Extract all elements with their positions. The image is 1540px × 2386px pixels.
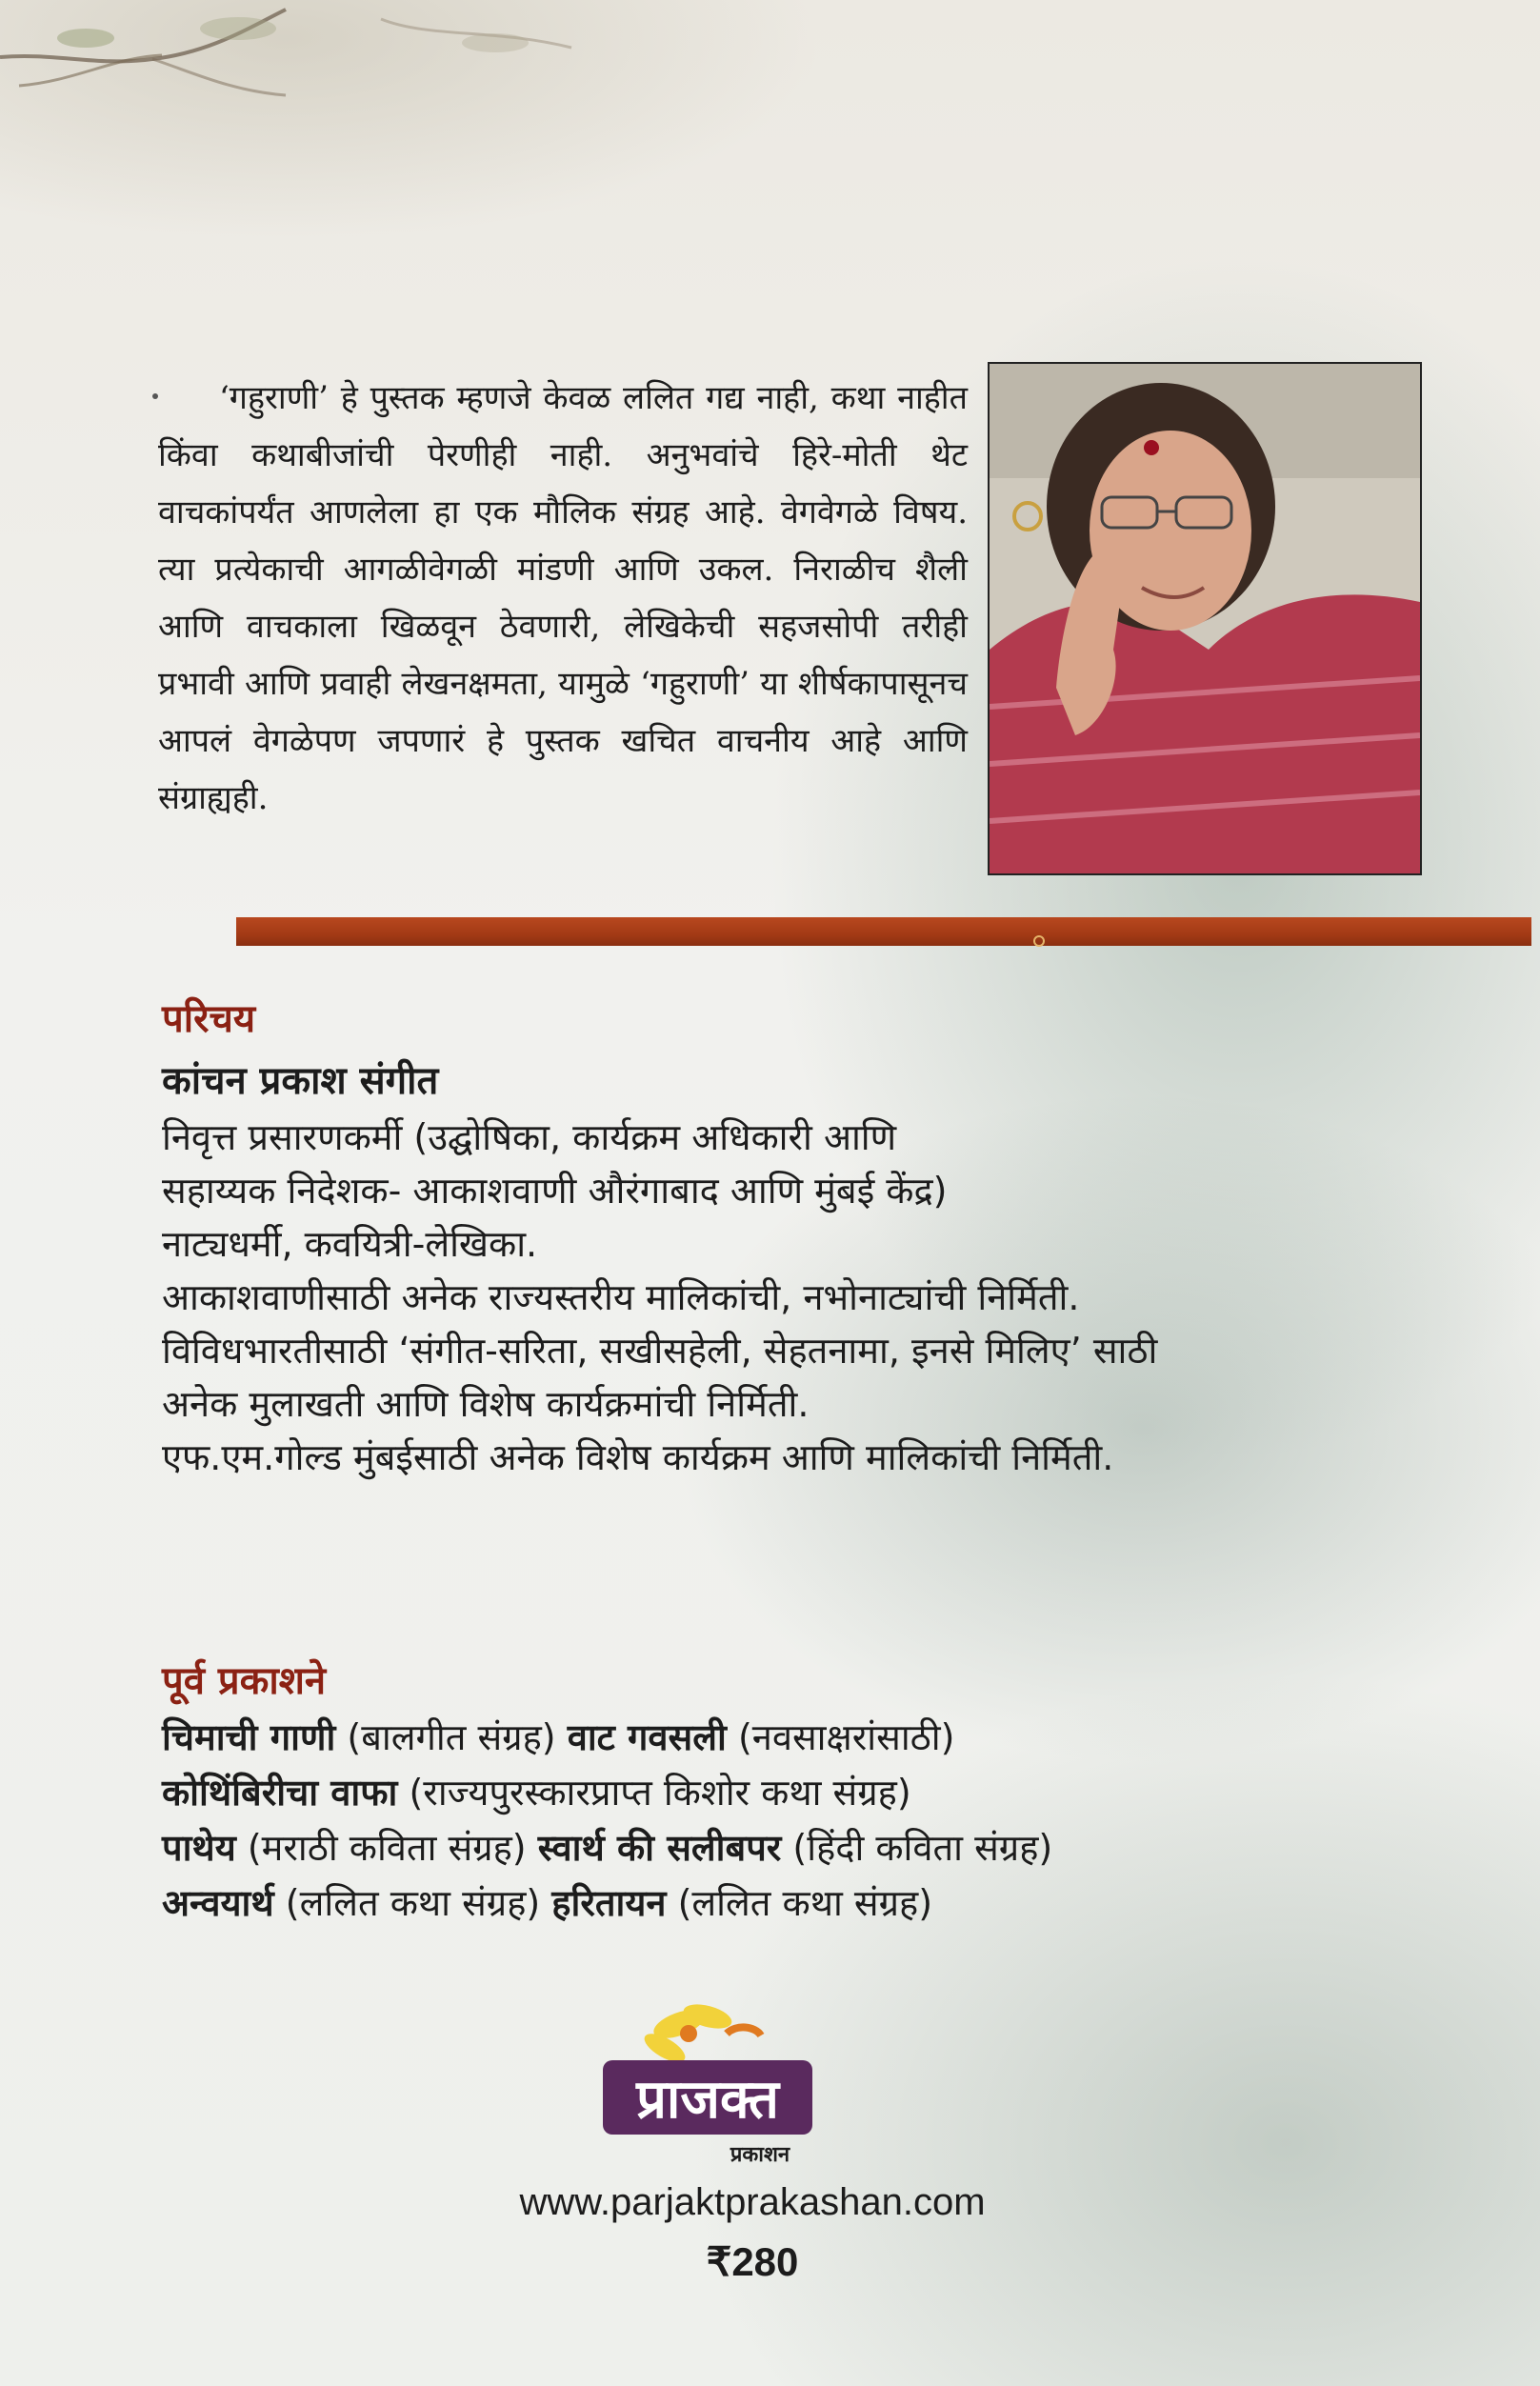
bio-line: अनेक मुलाखती आणि विशेष कार्यक्रमांची निर्मिती. [162, 1383, 810, 1425]
publication-note: (ललित कथा संग्रह) [666, 1882, 933, 1924]
branch-illustration [0, 0, 667, 124]
publication-title: पाथेय [162, 1827, 236, 1869]
section-divider [236, 917, 1531, 946]
book-blurb: ‘गहुराणी’ हे पुस्तक म्हणजे केवळ ललित गद्य नाही, कथा नाहीत किंवा कथाबीजांची पेरणीही नाही. अनुभवांचे हिरे-मोती थेट वाचकांपर्यंत आणलेला हा एक मौलिक संग्रह आहे. वेगवेगळे विषय. त्या प्रत्येकाची आगळीवेगळी मांडणी आणि उकल. निराळीच शैली आणि वाचकाला खिळवून ठेवणारी, लेखिकेची सहजसोपी तरीही प्रभावी आणि प्रवाही लेखनक्षमता, यामुळे ‘गहुराणी’ या शीर्षकापासूनच आपलं वेगळेपण जपणारं हे पुस्तक खचित वाचनीय आहे आणि संग्राह्यही. [158, 379, 968, 817]
publications-heading: पूर्व प्रकाशने [162, 1659, 327, 1703]
price-label: ₹280 [706, 2239, 799, 2284]
publication-note: (ललित कथा संग्रह) [273, 1882, 552, 1924]
flower-icon [640, 2000, 761, 2068]
intro-heading: परिचय [162, 997, 256, 1041]
publication-title: चिमाची गाणी [162, 1716, 336, 1758]
publisher-logo [593, 1995, 822, 2176]
author-photo [988, 362, 1422, 875]
bio-line: नाट्यधर्मी, कवयित्री-लेखिका. [162, 1223, 538, 1265]
publication-note: (मराठी कविता संग्रह) [235, 1827, 538, 1869]
publication-title: हरितायन [551, 1882, 667, 1924]
logo-wordmark: प्राजक्त [636, 2069, 779, 2131]
publication-line [162, 1710, 1495, 1765]
publication-line [162, 1765, 1495, 1820]
publication-title: स्वार्थ की सलीबपर [537, 1827, 782, 1869]
publication-note: (बालगीत संग्रह) [335, 1716, 568, 1758]
publication-line [162, 1875, 1495, 1931]
author-name: कांचन प्रकाश संगीत [162, 1059, 439, 1103]
divider-ornament [1033, 935, 1045, 947]
publication-note: (नवसाक्षरांसाठी) [726, 1716, 955, 1758]
publication-title: वाट गवसली [567, 1716, 727, 1758]
author-bio [162, 1111, 1495, 1484]
bio-line: आकाशवाणीसाठी अनेक राज्यस्तरीय मालिकांची, नभोनाट्यांची निर्मिती. [162, 1276, 1080, 1318]
publications-list [162, 1710, 1495, 1931]
bio-line: निवृत्त प्रसारणकर्मी (उद्घोषिका, कार्यक्रम अधिकारी आणि [162, 1116, 897, 1158]
bio-line: सहाय्यक निदेशक- आकाशवाणी औरंगाबाद आणि मुंबई केंद्र) [162, 1170, 948, 1212]
publication-note: (राज्यपुरस्कारप्राप्त किशोर कथा संग्रह) [397, 1772, 911, 1814]
bio-line: एफ.एम.गोल्ड मुंबईसाठी अनेक विशेष कार्यक्रम आणि मालिकांची निर्मिती. [162, 1436, 1114, 1478]
publication-note: (हिंदी कविता संग्रह) [781, 1827, 1053, 1869]
publication-title: कोथिंबिरीचा वाफा [162, 1772, 398, 1814]
bio-line: विविधभारतीसाठी ‘संगीत-सरिता, सखीसहेली, सेहतनामा, इनसे मिलिए’ साठी [162, 1330, 1158, 1372]
publication-title: अन्वयार्थ [162, 1882, 274, 1924]
publication-line [162, 1820, 1495, 1875]
publisher-website[interactable]: www.parjaktprakashan.com [519, 2181, 986, 2223]
logo-subtext: प्रकाशन [730, 2143, 790, 2167]
